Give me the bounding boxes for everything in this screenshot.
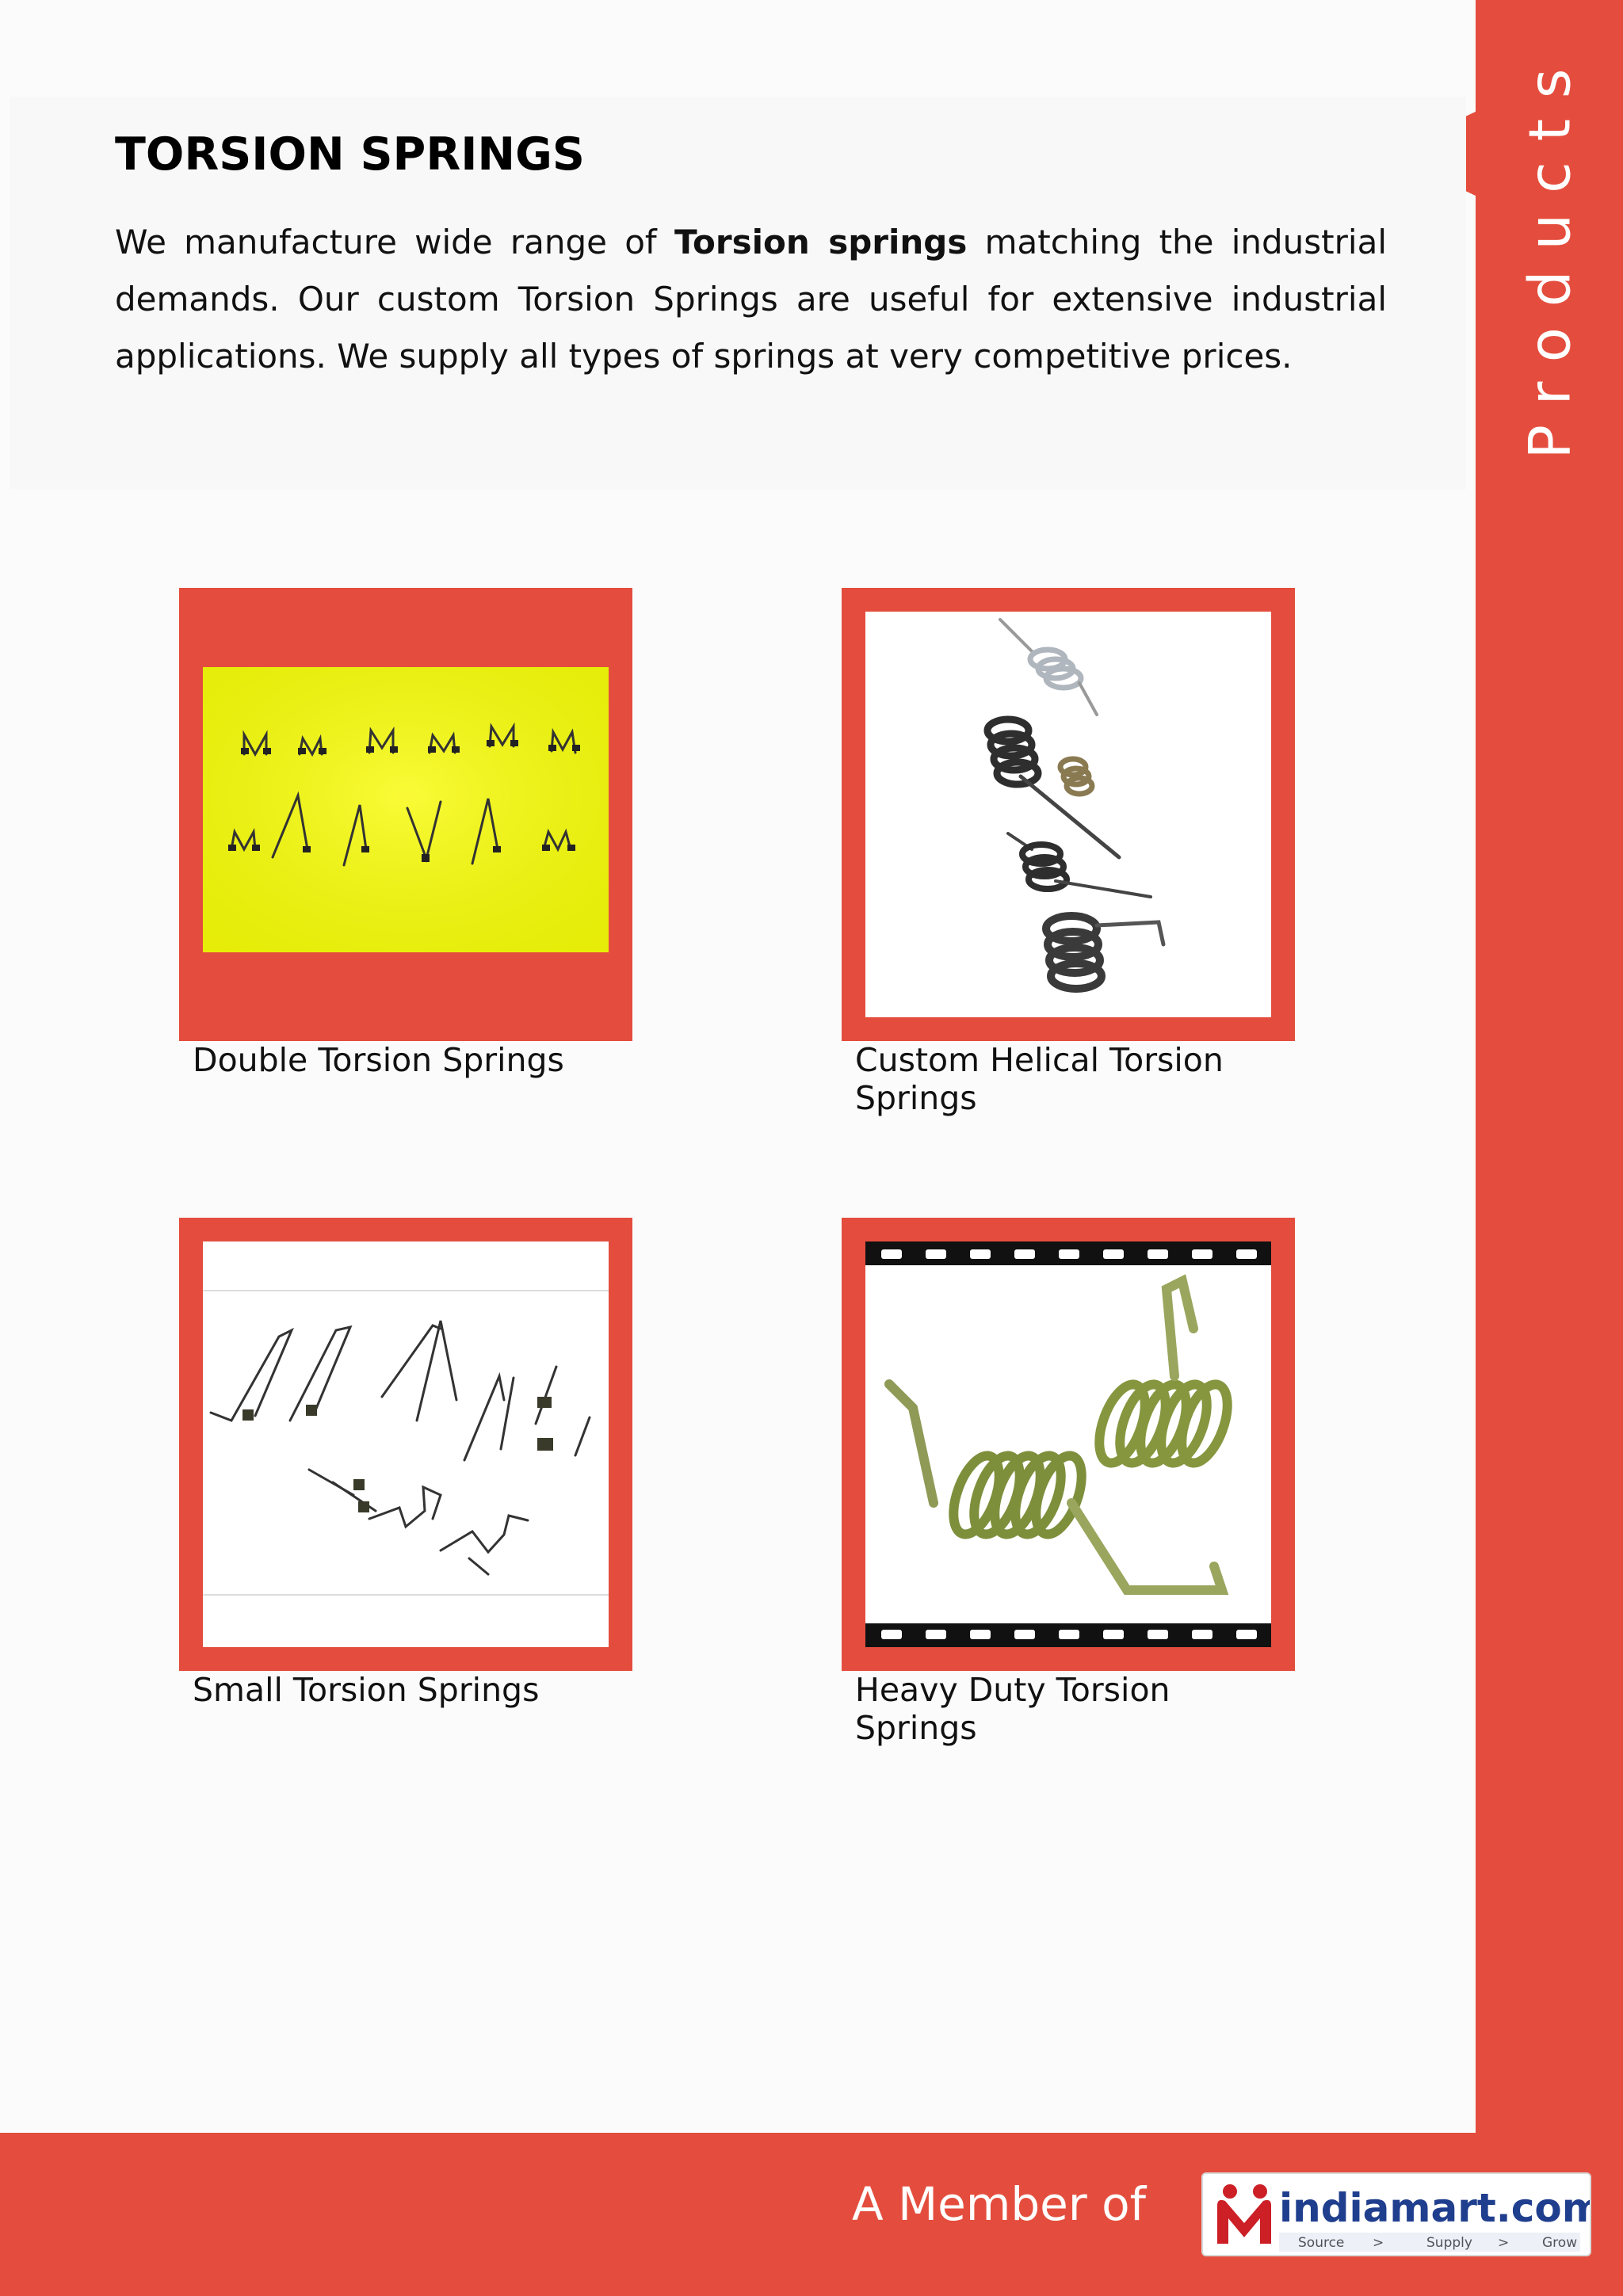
logo-wordmark: indiamart.com — [1279, 2185, 1590, 2231]
product-caption-small-torsion[interactable]: Small Torsion Springs — [193, 1671, 540, 1709]
custom-helical-springs-image — [865, 612, 1271, 1017]
tagline-source: Source — [1298, 2235, 1345, 2251]
product-caption-double-torsion[interactable]: Double Torsion Springs — [193, 1041, 564, 1079]
double-torsion-springs-image — [203, 612, 609, 1017]
intro-text-end: matching the industrial demands. Our custom Torsion Springs are useful for extensive industrial applications. We supply all types of springs at very competitive prices. — [115, 223, 1387, 376]
product-card-custom-helical[interactable] — [842, 588, 1295, 1041]
indiamart-logo[interactable] — [1201, 2172, 1591, 2256]
tagline-grow: Grow — [1542, 2235, 1578, 2251]
product-photo-heavy-duty — [865, 1241, 1271, 1647]
indiamart-logo-icon — [1203, 2174, 1590, 2255]
tagline-supply: Supply — [1426, 2235, 1472, 2251]
member-of-text: A Member of — [852, 2177, 1147, 2231]
product-photo-small-torsion — [203, 1241, 609, 1647]
product-card-heavy-duty[interactable] — [842, 1218, 1295, 1671]
intro-text-start: We manufacture wide range of — [115, 223, 674, 261]
tagline-arrow-2: > — [1498, 2235, 1510, 2251]
small-torsion-springs-image — [203, 1241, 609, 1647]
heavy-duty-springs-image — [865, 1241, 1271, 1647]
product-caption-heavy-duty[interactable]: Heavy Duty Torsion Springs — [855, 1671, 1170, 1747]
product-card-small-torsion[interactable] — [179, 1218, 632, 1671]
intro-text-bold: Torsion springs — [674, 223, 968, 261]
sidebar-label — [1476, 0, 1623, 507]
product-photo-custom-helical — [865, 612, 1271, 1017]
product-caption-custom-helical[interactable]: Custom Helical Torsion Springs — [855, 1041, 1224, 1117]
sidebar-label-text: Products — [1516, 48, 1583, 460]
tagline-arrow-1: > — [1373, 2235, 1384, 2251]
product-photo-double-torsion — [203, 612, 609, 1017]
page-title: TORSION SPRINGS — [115, 128, 585, 181]
product-card-double-torsion[interactable] — [179, 588, 632, 1041]
intro-description — [115, 214, 1387, 385]
